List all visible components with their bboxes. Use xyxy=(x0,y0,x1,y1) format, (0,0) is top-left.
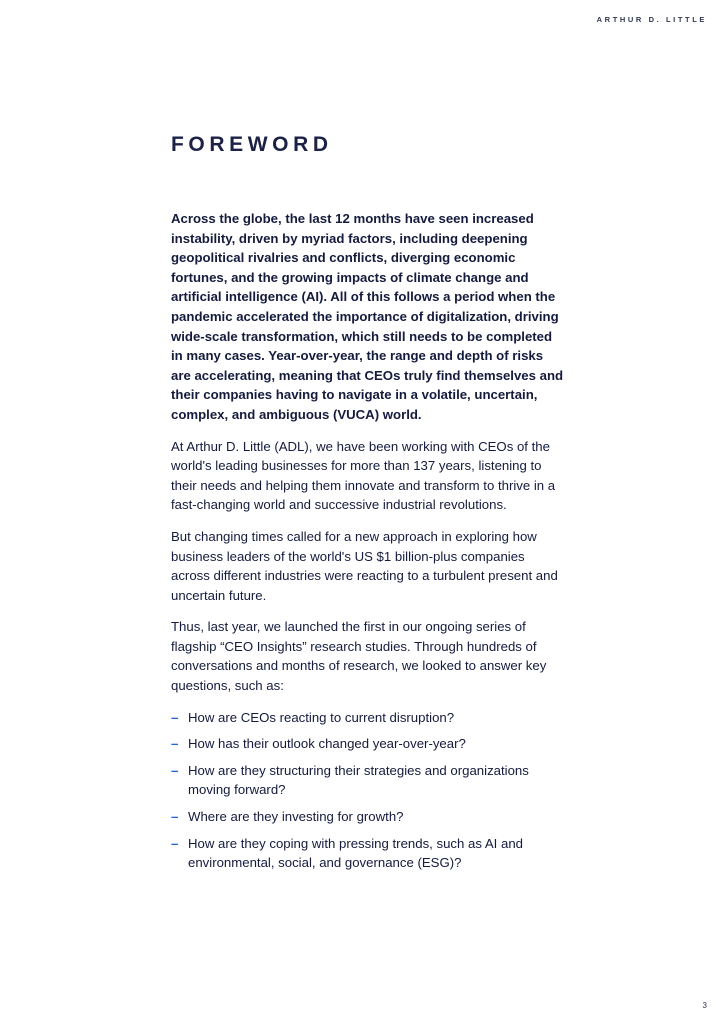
body-paragraph: At Arthur D. Little (ADL), we have been working with CEOs of the world's leading businesses for more than 137 years, listening to their needs and helping them innovate and transform to thrive in a fast-changing world and successive industrial revolutions. xyxy=(171,438,556,513)
list-item-text: How has their outlook changed year-over-year? xyxy=(188,736,466,752)
list-item-text: How are they coping with pressing trends, such as AI and environmental, social, and governance (ESG)? xyxy=(188,835,523,871)
dash-bullet-icon: – xyxy=(171,835,179,851)
page-number: 3 xyxy=(702,1001,707,1010)
list-item-text: How are they structuring their strategies and organizations moving forward? xyxy=(188,762,529,798)
list-item xyxy=(171,734,566,754)
list-item xyxy=(171,761,566,800)
body-paragraph: But changing times called for a new approach in exploring how business leaders of the world's US $1 billion-plus companies across different industries were reacting to a turbulent present and uncertain future. xyxy=(171,528,558,603)
article-body xyxy=(171,209,566,880)
dash-bullet-icon: – xyxy=(171,809,179,825)
list-item xyxy=(171,834,566,873)
list-item-text: Where are they investing for growth? xyxy=(188,809,404,825)
question-list xyxy=(171,708,566,873)
dash-bullet-icon: – xyxy=(171,736,179,752)
dash-bullet-icon: – xyxy=(171,709,179,725)
list-item xyxy=(171,807,566,827)
page-title: FOREWORD xyxy=(171,133,333,156)
brand-header: ARTHUR D. LITTLE xyxy=(596,15,707,24)
dash-bullet-icon: – xyxy=(171,762,179,778)
list-item-text: How are CEOs reacting to current disruption? xyxy=(188,709,455,725)
list-item xyxy=(171,708,566,728)
lead-paragraph: Across the globe, the last 12 months have seen increased instability, driven by myriad factors, including deepening geopolitical rivalries and conflicts, diverging economic fortunes, and the growing impacts of climate change and artificial intelligence (AI). All of this follows a period when the pandemic accelerated the importance of digitalization, driving wide-scale transformation, which still needs to be completed in many cases. Year-over-year, the range and depth of risks are accelerating, meaning that CEOs truly find themselves and their companies having to navigate in a volatile, uncertain, complex, and ambiguous (VUCA) world. xyxy=(171,211,564,422)
body-paragraph: Thus, last year, we launched the first in our ongoing series of flagship “CEO Insights” research studies. Through hundreds of conversations and months of research, we looked to answer key questions, such as: xyxy=(171,619,547,694)
